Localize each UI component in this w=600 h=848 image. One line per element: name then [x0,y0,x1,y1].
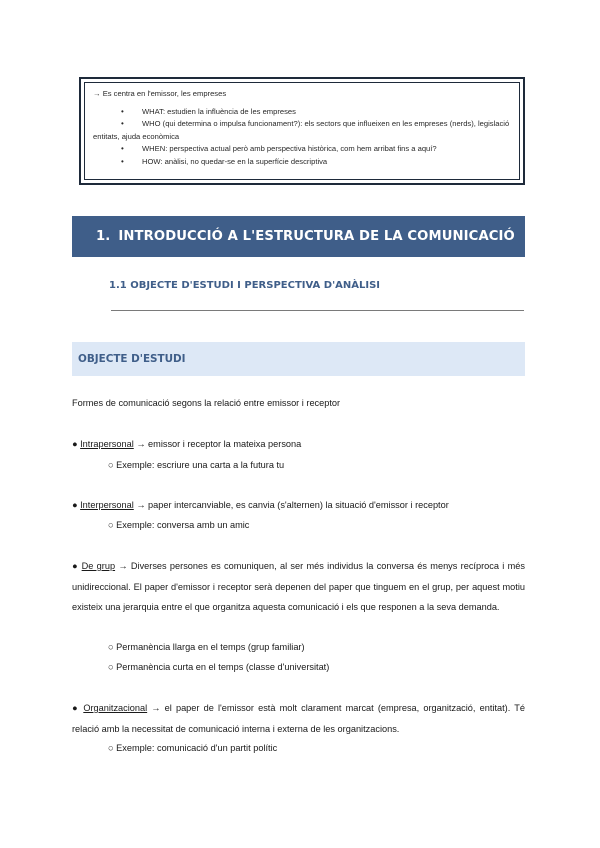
desc-interpersonal: → paper intercanviable, es canvia (s'alternen) la situació d'emissor i receptor [133,500,449,510]
sub-item-text: Exemple: comunicació d'un partit polític [116,743,278,753]
summary-item-when: • WHEN: perspectiva actual però amb perspectiva històrica, com hem arribat fins a aquí? [93,143,513,156]
desc-intrapersonal: → emissor i receptor la mateixa persona [133,439,302,449]
sub-item-text: Permanència curta en el temps (classe d'universitat) [116,662,330,672]
heading-1 [72,216,525,257]
list-item-interpersonal [72,495,525,516]
desc-de-grup: → Diverses persones es comuniquen, al ser més individus la conversa és menys recíproca i més unidireccional. El paper d'emissor i receptor serà depenen del paper que tinguem en el grup, per aquest motiu existeix una jerarquia entre el que organitza aquesta comunicació i els que responen a la seva demanda. [72,561,525,612]
term-de-grup: De grup [81,561,116,571]
desc-organitzacional: → el paper de l'emissor està molt clarament marcat (empresa, organització, entitat). Té relació amb la necessitat de comunicació interna i externa de les organitzacions. [72,703,525,734]
sub-item-text: Exemple: conversa amb un amic [116,520,250,530]
circle-bullet-icon: ○ [108,520,114,530]
summary-box [79,77,525,185]
bullet-icon: ● [72,500,78,510]
circle-bullet-icon: ○ [108,662,114,672]
list-item-de-grup [72,556,525,618]
summary-box-inner [84,82,520,180]
bullet-icon: ● [72,439,78,449]
term-intrapersonal: Intrapersonal [80,439,134,449]
circle-bullet-icon: ○ [108,743,114,753]
sub-item-grup-llarga [108,637,305,658]
intro-paragraph: Formes de comunicació segons la relació entre emissor i receptor [72,398,341,408]
heading-1-number: 1. [96,229,111,244]
summary-item-how: • HOW: anàlisi, no quedar-se en la superfície descriptiva [93,156,513,169]
heading-1-text: INTRODUCCIÓ A L'ESTRUCTURA DE LA COMUNICACIÓ [118,229,515,244]
list-item-organitzacional [72,698,525,739]
divider-line [111,310,524,311]
summary-item-what: • WHAT: estudien la influència de les empreses [93,106,513,119]
heading-3: OBJECTE D'ESTUDI [72,342,525,376]
summary-lead: → Es centra en l'emissor, les empreses [93,89,227,98]
list-item-intrapersonal [72,434,525,455]
sub-item-intrapersonal-example [108,455,284,476]
bullet-icon: ● [72,561,79,571]
heading-2: 1.1 OBJECTE D'ESTUDI I PERSPECTIVA D'ANÀLISI [109,280,380,291]
circle-bullet-icon: ○ [108,642,114,652]
circle-bullet-icon: ○ [108,460,114,470]
sub-item-organitzacional-example [108,738,277,759]
term-organitzacional: Organitzacional [83,703,148,713]
sub-item-grup-curta [108,657,329,678]
sub-item-text: Exemple: escriure una carta a la futura tu [116,460,285,470]
sub-item-text: Permanència llarga en el temps (grup familiar) [116,642,305,652]
summary-list [93,106,513,169]
sub-item-interpersonal-example [108,515,249,536]
summary-item-who: • WHO (qui determina o impulsa funcionament?): els sectors que influeixen en les empreses (nerds), legislació entitats, ajuda econòmica [93,118,513,143]
bullet-icon: ● [72,703,80,713]
term-interpersonal: Interpersonal [80,500,134,510]
